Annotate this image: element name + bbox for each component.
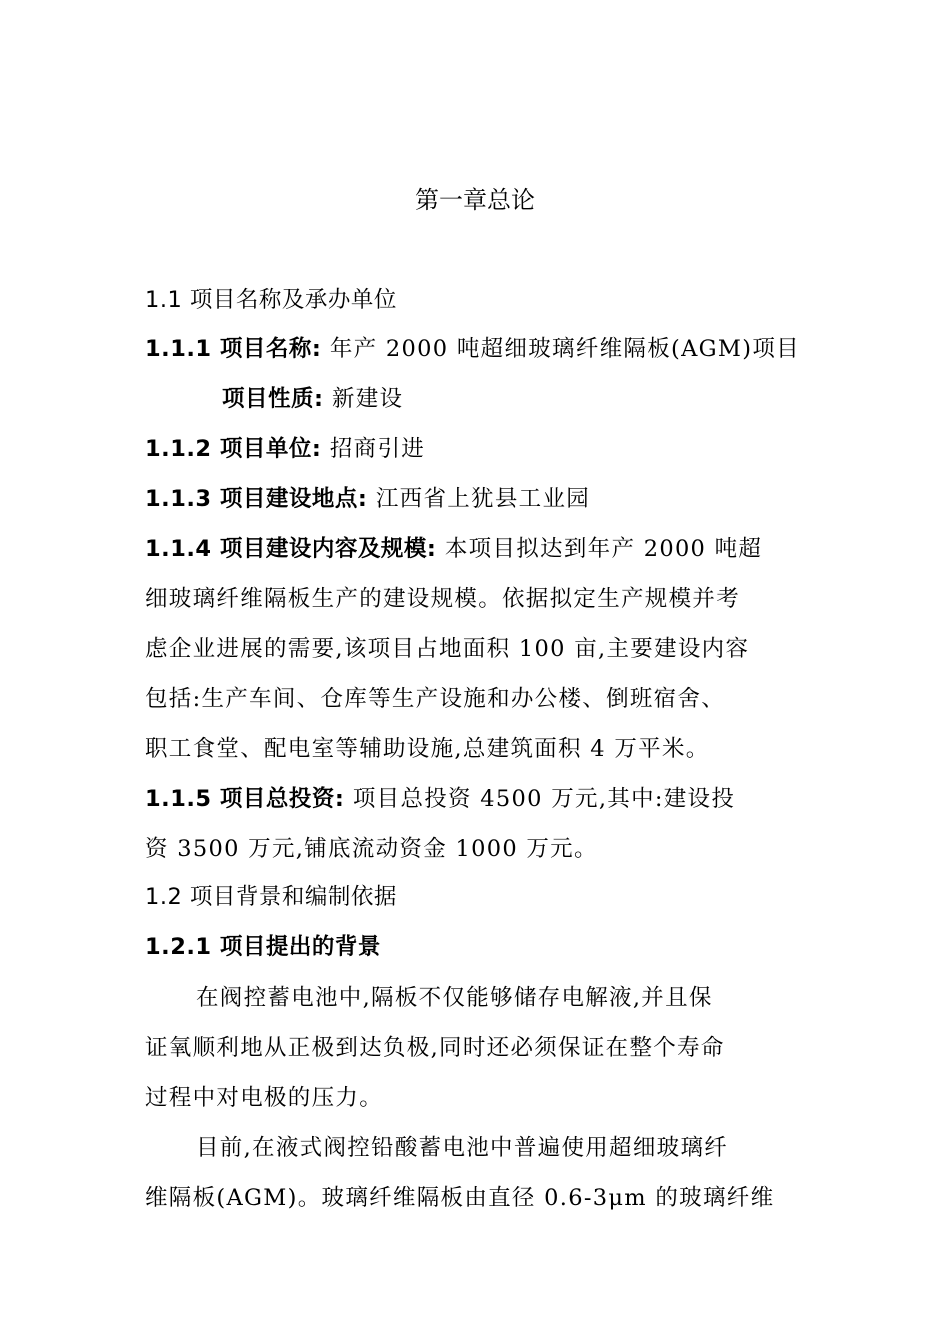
item-label: 1.1.3 项目建设地点: <box>145 486 368 512</box>
paragraph-line: 细玻璃纤维隔板生产的建设规模。依据拟定生产规模并考 <box>145 586 741 612</box>
item-label: 1.1.2 项目单位: <box>145 436 322 462</box>
section-heading-1-1: 1.1 项目名称及承办单位 <box>145 287 397 313</box>
item-project-unit <box>145 433 815 465</box>
paragraph-line: 维隔板(AGM)。玻璃纤维隔板由直径 0.6-3μm 的玻璃纤维 <box>145 1185 775 1211</box>
item-label: 1.1.1 项目名称: <box>145 336 322 362</box>
section-heading-1-2-1: 1.2.1 项目提出的背景 <box>145 934 381 960</box>
item-label: 1.1.5 项目总投资: <box>145 786 345 812</box>
paragraph-line: 在阀控蓄电池中,隔板不仅能够储存电解液,并且保 <box>196 985 713 1011</box>
item-label: 项目性质: <box>222 386 324 412</box>
item-value: 招商引进 <box>329 436 426 462</box>
item-value: 年产 2000 吨超细玻璃纤维隔板(AGM)项目 <box>329 336 800 362</box>
paragraph-line: 职工食堂、配电室等辅助设施,总建筑面积 4 万平米。 <box>145 736 710 762</box>
item-value: 项目总投资 4500 万元,其中:建设投 <box>352 786 736 812</box>
paragraph-line: 证氧顺利地从正极到达负极,同时还必须保证在整个寿命 <box>145 1035 725 1061</box>
item-project-location <box>145 483 815 515</box>
item-value: 江西省上犹县工业园 <box>375 486 591 512</box>
paragraph-line: 包括:生产车间、仓库等生产设施和办公楼、倒班宿舍、 <box>145 686 726 712</box>
item-label: 1.1.4 项目建设内容及规模: <box>145 536 437 562</box>
item-project-scope <box>145 533 815 565</box>
chapter-title: 第一章总论 <box>415 186 535 214</box>
item-value: 新建设 <box>331 386 404 412</box>
paragraph-line: 资 3500 万元,铺底流动资金 1000 万元。 <box>145 836 598 862</box>
paragraph-line: 过程中对电极的压力。 <box>145 1085 384 1111</box>
item-project-nature <box>222 383 892 415</box>
paragraph-line: 虑企业进展的需要,该项目占地面积 100 亩,主要建设内容 <box>145 636 750 662</box>
paragraph-line: 目前,在液式阀控铅酸蓄电池中普遍使用超细玻璃纤 <box>196 1135 729 1161</box>
section-heading-1-2: 1.2 项目背景和编制依据 <box>145 884 397 910</box>
item-value: 本项目拟达到年产 2000 吨超 <box>444 536 763 562</box>
item-project-investment <box>145 783 815 815</box>
item-project-name <box>145 333 815 365</box>
